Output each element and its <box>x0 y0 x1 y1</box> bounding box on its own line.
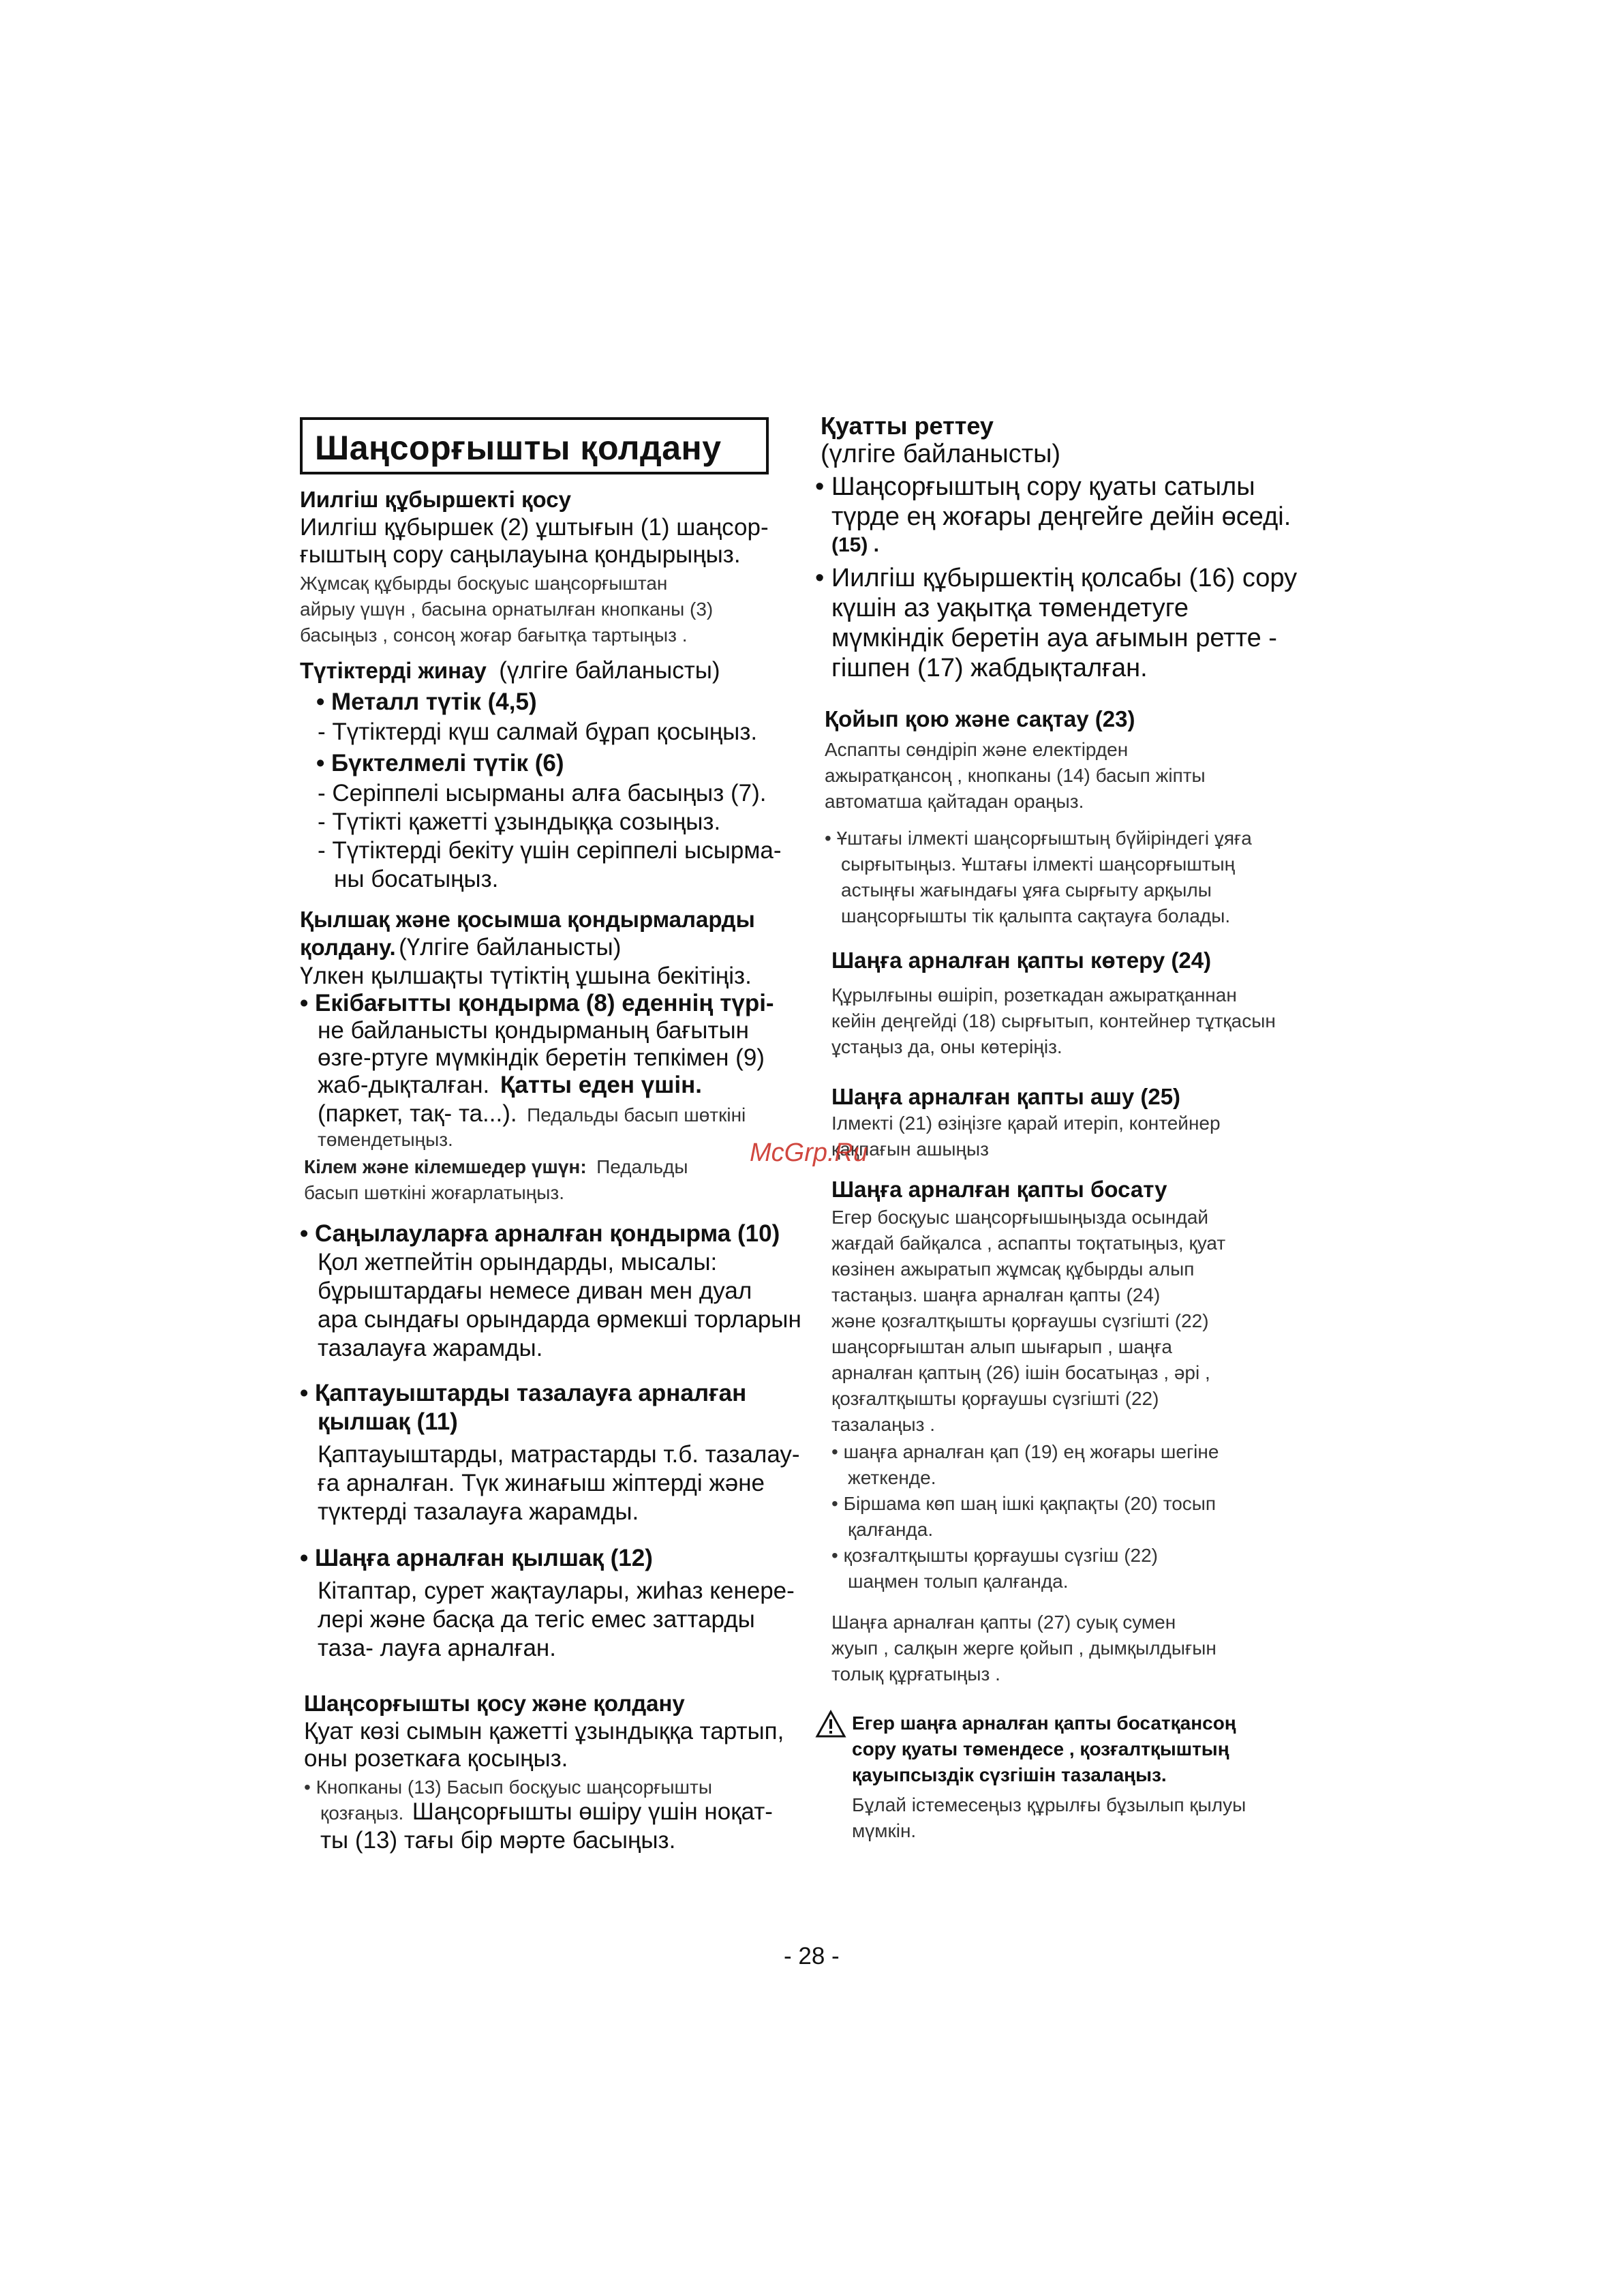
watermark: McGrp.Ru <box>750 1138 868 1167</box>
empty-bullet-2a: • Біршама көп шаң ішкі қақпақты (20) тосып <box>831 1493 1216 1514</box>
brush-heading-2: қолдану. <box>300 935 396 960</box>
crevice-line-3: ара сындағы орындарда өрмекші торларын <box>318 1306 801 1333</box>
tele-step-3: - Түтіктерді бекіту үшін серіппелі ысырма- <box>318 837 782 864</box>
open-line-2: қақпағын ашыңыз <box>831 1138 989 1160</box>
park-line-5: сырғытыңыз. Ұштағы ілмекті шаңсорғыштың <box>841 854 1236 875</box>
power-note: (үлгіге байланысты) <box>821 440 1061 468</box>
empty-line-8: қозғалтқышты қорғаушы сүзгішті (22) <box>831 1388 1159 1409</box>
empty-line-3: көзінен ажыратып жұмсақ құбырды алып <box>831 1258 1195 1280</box>
upholstery-heading-1: • Қаптауыштарды тазалауға арналған <box>300 1380 747 1406</box>
dust-heading: • Шаңға арналған қылшақ (12) <box>300 1545 653 1571</box>
warning-line-2: сору қуаты төмендесе , қозғалтқыштың <box>852 1738 1229 1759</box>
tele-step-1: - Серіппелі ысырманы алға басыңыз (7). <box>318 780 767 806</box>
crevice-line-1: Қол жетпейтін орындарды, мысалы: <box>318 1249 718 1275</box>
power-line-1: • Шаңсорғыштың сору қуаты сатылы <box>815 472 1255 501</box>
crevice-line-2: бұрыштардағы немесе диван мен дуал <box>318 1278 752 1304</box>
park-heading: Қойып қою және сақтау (23) <box>825 706 1135 731</box>
park-line-2: ажыратқансоң , кнопканы (14) басып жіпты <box>825 765 1206 786</box>
on-line-3: • Кнопканы (13) Басып босқуыс шаңсорғышты <box>304 1777 712 1798</box>
page-number: - 28 - <box>784 1943 840 1969</box>
park-line-1: Аспапты сөндіріп және електірден <box>825 739 1129 760</box>
warning-line-5: мүмкін. <box>852 1820 917 1841</box>
power-heading: Қуатты реттеу <box>821 412 994 440</box>
empty-line-9: тазалаңыз . <box>831 1414 936 1435</box>
metal-tube-desc: - Түтіктерді күш салмай бұрап қосыңыз. <box>318 719 758 745</box>
empty-line-4: тастаңыз. шаңға арналған қапты (24) <box>831 1284 1161 1305</box>
empty-bullet-3a: • қозғалтқышты қорғаушы сүзгіш (22) <box>831 1545 1158 1566</box>
park-line-7: шаңсорғышты тік қалыпта сақтауға болады. <box>841 905 1231 926</box>
power-line-3: (15) . <box>831 534 880 556</box>
wash-line-1: Шаңға арналған қапты (27) суық сумен <box>831 1612 1176 1633</box>
tubes-heading: Түтіктерді жинау <box>300 658 487 683</box>
tubes-heading-note: (үлгіге байланысты) <box>499 657 720 684</box>
open-heading: Шаңға арналған қапты ашу (25) <box>831 1084 1181 1109</box>
on-line-5: ты (13) тағы бір мәрте басыңыз. <box>320 1827 676 1854</box>
wash-line-3: толық құрғатыңыз . <box>831 1663 1000 1685</box>
warning-line-1: Егер шаңға арналған қапты босатқансоң <box>852 1712 1236 1734</box>
hose-small-1: Жұмсақ құбырды босқуыс шаңсорғыштан <box>300 573 668 594</box>
lift-heading: Шаңға арналған қапты көтеру (24) <box>831 948 1212 973</box>
power-line-4: • Иилгіш құбыршектің қолсабы (16) сору <box>815 564 1298 592</box>
warning-line-4: Бұлай істемесеңыз құрылғы бұзылып қылуы <box>852 1794 1246 1815</box>
carpet-text-a: Педальды <box>596 1156 688 1177</box>
power-line-2: түрде ең жоғары деңгейге дейін өседі. <box>831 502 1291 531</box>
lift-line-3: ұстаңыз да, оны көтеріңіз. <box>831 1036 1062 1057</box>
tele-step-3b: ны босатыңыз. <box>334 866 499 892</box>
dust-line-2: лері және басқа да тегіс емес заттарды <box>318 1606 755 1633</box>
on-line-4b: Шаңсорғышты өшіру үшін ноқат- <box>412 1798 773 1825</box>
dust-line-3: таза- лауға арналған. <box>318 1635 556 1661</box>
open-line-1: Ілмекті (21) өзіңізге қарай итеріп, контейнер <box>831 1113 1221 1134</box>
upholstery-line-3: түктерді тазалауға жарамды. <box>318 1498 639 1525</box>
brush-heading-2-note: (Үлгіге байланысты) <box>399 934 622 961</box>
warning-triangle-icon <box>815 1710 846 1738</box>
power-line-5: күшін аз уақытқа төмендетуге <box>831 594 1189 622</box>
crevice-heading: • Саңылауларға арналған қондырма (10) <box>300 1220 780 1247</box>
empty-bullet-2b: қалғанда. <box>848 1519 934 1540</box>
section-title-box <box>300 417 769 474</box>
carpet-label: Кілем және кілемшедер үшүн: <box>304 1156 587 1177</box>
dual-line-3: өзге-ртуге мүмкіндік беретін тепкімен (9) <box>318 1044 765 1071</box>
hose-line-1: Иилгіш құбыршек (2) ұштығын (1) шаңсор- <box>300 514 769 541</box>
page-title: Шаңсорғышты қолдану <box>315 429 722 467</box>
power-line-6: мүмкіндік беретін ауа ағымын ретте - <box>831 624 1277 652</box>
dual-line-1: • Екібағытты қондырма (8) еденнің түрі- <box>300 990 774 1016</box>
dual-line-2: не байланысты қондырманың бағытын <box>318 1017 749 1044</box>
upholstery-heading-2: қылшақ (11) <box>318 1408 458 1435</box>
on-heading: Шаңсорғышты қосу және қолдану <box>304 1691 685 1716</box>
dual-line-4a: жаб-дықталған. <box>318 1072 490 1098</box>
power-line-7: гішпен (17) жабдықталған. <box>831 654 1148 682</box>
tubes-heading-row <box>300 657 720 684</box>
empty-bullet-1a: • шаңға арналған қап (19) ең жоғары шегіне <box>831 1441 1219 1462</box>
lift-line-1: Құрылғыны өшіріп, розеткадан ажыратқаннан <box>831 984 1237 1006</box>
on-line-2: оны розеткаға қосыңыз. <box>304 1745 568 1772</box>
tele-tube-item: • Бүктелмелі түтік (6) <box>316 750 564 776</box>
dual-line-6: төмендетыңыз. <box>318 1129 453 1150</box>
hose-small-3: басыңыз , сонсоң жоғар бағытқа тартыңыз . <box>300 624 688 646</box>
warning-line-3: қауыпсыздік сүзгішін тазалаңыз. <box>852 1764 1167 1785</box>
on-line-4a: қозғаңыз. <box>320 1802 404 1824</box>
park-line-3: автоматша қайтадан ораңыз. <box>825 791 1084 812</box>
metal-tube-item: • Металл түтік (4,5) <box>316 689 537 715</box>
dual-line-4b: Қатты еден үшін. <box>500 1072 702 1098</box>
hose-line-2: ғыштың сору саңылауына қондырыңыз. <box>300 541 741 568</box>
crevice-line-4: тазалауға жарамды. <box>318 1335 543 1361</box>
hose-small-2: айрыу үшүн , басына орнатылған кнопканы (3) <box>300 599 714 620</box>
empty-bullet-3b: шаңмен толып қалғанда. <box>848 1571 1069 1592</box>
on-line-1: Қуат көзі сымын қажетті ұзындыққа тартып, <box>304 1718 784 1744</box>
dual-line-5 <box>318 1100 746 1128</box>
dual-line-5a: (паркет, тақ- та...). <box>318 1100 517 1127</box>
empty-line-7: арналған қаптың (26) ішін босатыңаз , әрі , <box>831 1362 1210 1383</box>
empty-line-6: шаңсорғыштан алып шығарып , шаңға <box>831 1336 1172 1357</box>
on-line-4 <box>320 1798 773 1826</box>
park-line-6: астыңғы жағындағы ұяға сырғыту арқылы <box>841 879 1212 901</box>
brush-heading-2-row <box>300 934 621 961</box>
park-line-4: • Ұштағы ілмекті шаңсорғыштың бүйіріндегі ұяға <box>825 828 1252 849</box>
upholstery-line-2: ға арналған. Түк жинағыш жіптерді және <box>318 1470 765 1496</box>
upholstery-line-1: Қаптауыштарды, матрастарды т.б. тазалау- <box>318 1441 800 1468</box>
dual-line-5b: Педальды басып шөткіні <box>527 1104 746 1126</box>
brush-heading-1: Қылшақ және қосымша қондырмаларды <box>300 907 755 932</box>
empty-line-1: Егер босқуыс шаңсорғышыңызда осындай <box>831 1207 1209 1228</box>
dual-line-4 <box>318 1072 702 1099</box>
brush-intro: Үлкен қылшақты түтіктің ұшына бекітіңіз. <box>300 963 752 989</box>
empty-heading: Шаңға арналған қапты босату <box>831 1177 1167 1202</box>
wash-line-2: жуып , салқын жерге қойып , дымқылдығын <box>831 1637 1216 1659</box>
empty-line-5: және қозғалтқышты қорғаушы сүзгішті (22) <box>831 1310 1209 1331</box>
dust-line-1: Кітаптар, сурет жақтаулары, жиһаз кенере- <box>318 1577 795 1604</box>
empty-bullet-1b: жеткенде. <box>848 1467 936 1488</box>
hose-heading: Иилгіш құбыршекті қосу <box>300 487 571 512</box>
empty-line-2: жағдай байқалса , аспапты тоқтатыңыз, қуат <box>831 1233 1226 1254</box>
carpet-line-2: басып шөткіні жоғарлатыңыз. <box>304 1182 564 1203</box>
lift-line-2: кейін деңгейді (18) сырғытып, контейнер тұтқасын <box>831 1010 1276 1031</box>
carpet-line-1 <box>304 1153 688 1180</box>
tele-step-2: - Түтікті қажетті ұзындыққа созыңыз. <box>318 809 721 835</box>
